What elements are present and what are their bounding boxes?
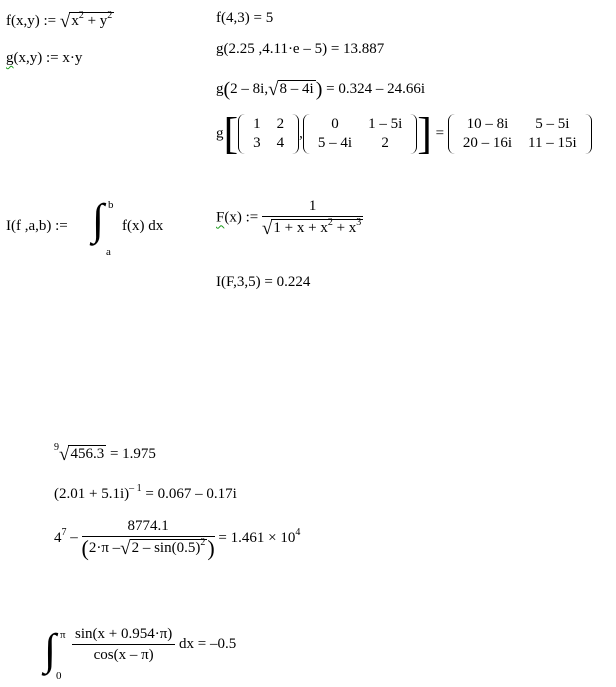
- F-name: F: [216, 209, 225, 226]
- integral-upper-limit: π: [60, 629, 66, 641]
- f-definition-radicand: $x^2 + y^2$: [71, 10, 113, 29]
- integral-lower-limit: 0: [56, 670, 62, 682]
- F-fraction: [262, 196, 363, 240]
- matrix2-cell: 2: [381, 135, 389, 151]
- matrix1-cell: 3: [253, 135, 261, 151]
- integral-evaluation[interactable]: I(F,3,5) = 0.224: [216, 274, 311, 290]
- integrand-denominator: cos(x – π): [93, 647, 154, 663]
- big-result-exponent: 4: [295, 526, 301, 538]
- F-definition[interactable]: [216, 196, 363, 240]
- g-evaluation[interactable]: g(2.25 ,4.11·e – 5) = 13.887: [216, 41, 385, 57]
- matrix-arg2: [303, 114, 417, 154]
- sqrt-icon: √: [59, 11, 71, 32]
- root-result: = 1.975: [109, 446, 156, 462]
- open-bracket: [: [223, 109, 239, 158]
- f-evaluation[interactable]: f(4,3) = 5: [216, 10, 274, 26]
- F-numerator: 1: [262, 196, 363, 217]
- equals-sign: =: [435, 125, 445, 142]
- g-matrix-head: g: [216, 125, 224, 142]
- close-bracket: ]: [417, 109, 432, 158]
- close-paren: ): [315, 78, 323, 101]
- matrix1-cell: 4: [276, 135, 285, 151]
- integral-upper-limit: b: [108, 199, 114, 211]
- matrix1-cell: 2: [276, 116, 285, 132]
- integrand-numerator: sin(x + 0.954·π): [72, 624, 175, 645]
- big-numerator: 8774.1: [82, 516, 215, 537]
- inverse-base: (2.01 + 5.1i): [54, 486, 130, 502]
- F-denominator: $√1 + x + x^2 + x^3$: [261, 217, 362, 239]
- g-complex-radicand: 8 – 4i: [279, 81, 314, 97]
- sqrt-icon: √: [59, 444, 70, 465]
- g-definition[interactable]: [6, 49, 82, 67]
- minus-sign: –: [70, 529, 78, 546]
- sqrt-icon: √: [268, 79, 279, 100]
- matrix1-cell: 1: [253, 116, 261, 132]
- root-radicand: 456.3: [70, 446, 105, 462]
- inverse-exponent: – 1: [129, 483, 142, 494]
- matrix-result-cell: 10 – 8i: [466, 116, 509, 132]
- sqrt-icon: √: [120, 538, 131, 559]
- matrix2-cell: 5 – 4i: [317, 135, 353, 151]
- matrix2-cell: 1 – 5i: [368, 116, 403, 132]
- root-evaluation[interactable]: [54, 444, 156, 465]
- g-complex-head: g: [216, 81, 224, 97]
- big-fraction: [82, 516, 215, 560]
- g-matrix-evaluation[interactable]: [216, 109, 592, 158]
- root-index: 9: [54, 442, 59, 453]
- matrix-result-cell: 5 – 5i: [535, 116, 570, 132]
- integrand-fraction: [72, 624, 175, 665]
- g-definition-rest: (x,y) := x·y: [13, 50, 83, 66]
- f-definition[interactable]: [6, 11, 114, 32]
- fraction-evaluation[interactable]: [54, 516, 300, 560]
- matrix-result: [448, 114, 592, 154]
- matrix-arg1: [238, 114, 299, 154]
- integral-icon: ∫: [92, 195, 105, 244]
- inverse-evaluation[interactable]: [54, 485, 237, 505]
- sqrt-icon: √: [261, 218, 273, 239]
- integral-result: dx = –0.5: [179, 636, 237, 652]
- g-complex-evaluation[interactable]: [216, 79, 425, 99]
- comma: ,: [299, 125, 303, 142]
- open-paren: (: [223, 78, 231, 101]
- integral-body: f(x) dx: [122, 218, 164, 234]
- power-exponent: 7: [61, 526, 67, 538]
- matrix-result-cell: 20 – 16i: [462, 135, 513, 151]
- g-complex-arg1: 2 – 8i,: [230, 81, 269, 97]
- power-base: 4: [54, 529, 62, 546]
- big-denominator: (2·π $-√2 - \sin(0.5)^2$): [81, 535, 215, 561]
- matrix-result-cell: 11 – 15i: [528, 135, 577, 151]
- g-name: g: [6, 50, 14, 66]
- integral-lower-limit: a: [106, 246, 111, 258]
- matrix2-cell: 0: [331, 116, 339, 132]
- g-complex-result: = 0.324 – 24.66i: [326, 81, 426, 97]
- big-result: = 1.461 × 10: [218, 529, 296, 546]
- inverse-result: = 0.067 – 0.17i: [145, 486, 237, 502]
- integral-icon: ∫: [44, 625, 57, 674]
- f-definition-lhs: f(x,y) :=: [6, 13, 57, 29]
- F-definition-lhs-rest: (x) :=: [224, 209, 259, 226]
- integral-definition-lhs: I(f ,a,b) :=: [6, 218, 68, 234]
